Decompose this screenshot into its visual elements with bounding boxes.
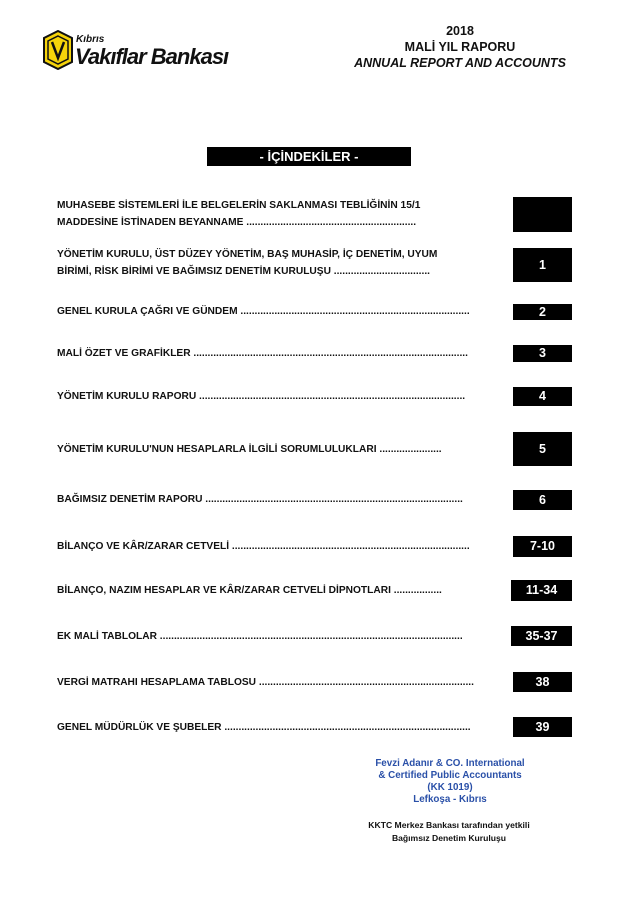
toc-page-number: 1 xyxy=(513,248,572,282)
report-year: 2018 xyxy=(446,24,474,38)
toc-entry-text: GENEL KURULA ÇAĞRI VE GÜNDEM ................................................................................. xyxy=(57,306,470,317)
toc-entry-text: BAĞIMSIZ DENETİM RAPORU ........................................................................................... xyxy=(57,494,463,505)
auditor-line: Fevzi Adanır & CO. International xyxy=(375,758,525,769)
auditor-line: (KK 1019) xyxy=(427,782,473,793)
toc-entry-text: MADDESİNE İSTİNADEN BEYANNAME ............................................................ xyxy=(57,217,417,228)
authorization-note xyxy=(330,819,568,845)
toc-entry-text: MUHASEBE SİSTEMLERİ İLE BELGELERİN SAKLANMASI TEBLİĞİNİN 15/1 xyxy=(57,200,421,211)
toc-page-number: 39 xyxy=(513,717,572,737)
toc-title: - İÇİNDEKİLER - xyxy=(207,147,411,166)
authorization-line: Bağımsız Denetim Kuruluşu xyxy=(391,833,507,843)
toc-entry xyxy=(57,246,500,280)
toc-page-number: 7-10 xyxy=(513,536,572,557)
authorization-line: KKTC Merkez Bankası tarafından yetkili xyxy=(368,820,530,830)
toc-entry-text: BİLANÇO VE KÂR/ZARAR CETVELİ .................................................................................... xyxy=(57,541,470,552)
toc-page-number: 35-37 xyxy=(511,626,572,646)
logo-small-text: Kıbrıs xyxy=(76,34,105,45)
toc-page-number: 2 xyxy=(513,304,572,320)
auditor-line: & Certified Public Accountants xyxy=(378,770,522,781)
toc-entry-text: BİRİMİ, RİSK BİRİMİ VE BAĞIMSIZ DENETİM KURULUŞU .................................. xyxy=(57,266,430,277)
toc-page-number: 6 xyxy=(513,490,572,510)
toc-entry xyxy=(57,197,500,231)
auditor-line: Lefkoşa - Kıbrıs xyxy=(413,794,487,805)
report-title-en: ANNUAL REPORT AND ACCOUNTS xyxy=(354,56,566,70)
toc-page-number: 38 xyxy=(513,672,572,692)
report-title-tr: MALİ YIL RAPORU xyxy=(404,40,516,54)
toc-entry-text: EK MALİ TABLOLAR ........................................................................................................... xyxy=(57,631,463,642)
toc-page-number xyxy=(513,197,572,232)
toc-entry-text: YÖNETİM KURULU, ÜST DÜZEY YÖNETİM, BAŞ MUHASİP, İÇ DENETİM, UYUM xyxy=(57,249,438,260)
toc-entry-text: YÖNETİM KURULU'NUN HESAPLARLA İLGİLİ SORUMLULUKLARI ...................... xyxy=(57,444,442,455)
auditor-block xyxy=(350,758,550,806)
toc-entry-text: GENEL MÜDÜRLÜK VE ŞUBELER ....................................................................................... xyxy=(57,722,471,733)
toc-page-number: 3 xyxy=(513,345,572,362)
toc-page-number: 4 xyxy=(513,387,572,406)
toc-entry-text: BİLANÇO, NAZIM HESAPLAR VE KÂR/ZARAR CETVELİ DİPNOTLARI ................. xyxy=(57,585,442,596)
toc-page-number: 5 xyxy=(513,432,572,466)
toc-entry-text: YÖNETİM KURULU RAPORU .............................................................................................. xyxy=(57,391,466,402)
toc-entry-text: VERGİ MATRAHI HESAPLAMA TABLOSU ............................................................................ xyxy=(57,677,474,688)
toc-entry-text: MALİ ÖZET VE GRAFİKLER ................................................................................................. xyxy=(57,348,468,359)
logo-bank-name: Vakıflar Bankası xyxy=(75,44,229,69)
toc-page-number: 11-34 xyxy=(511,580,572,601)
